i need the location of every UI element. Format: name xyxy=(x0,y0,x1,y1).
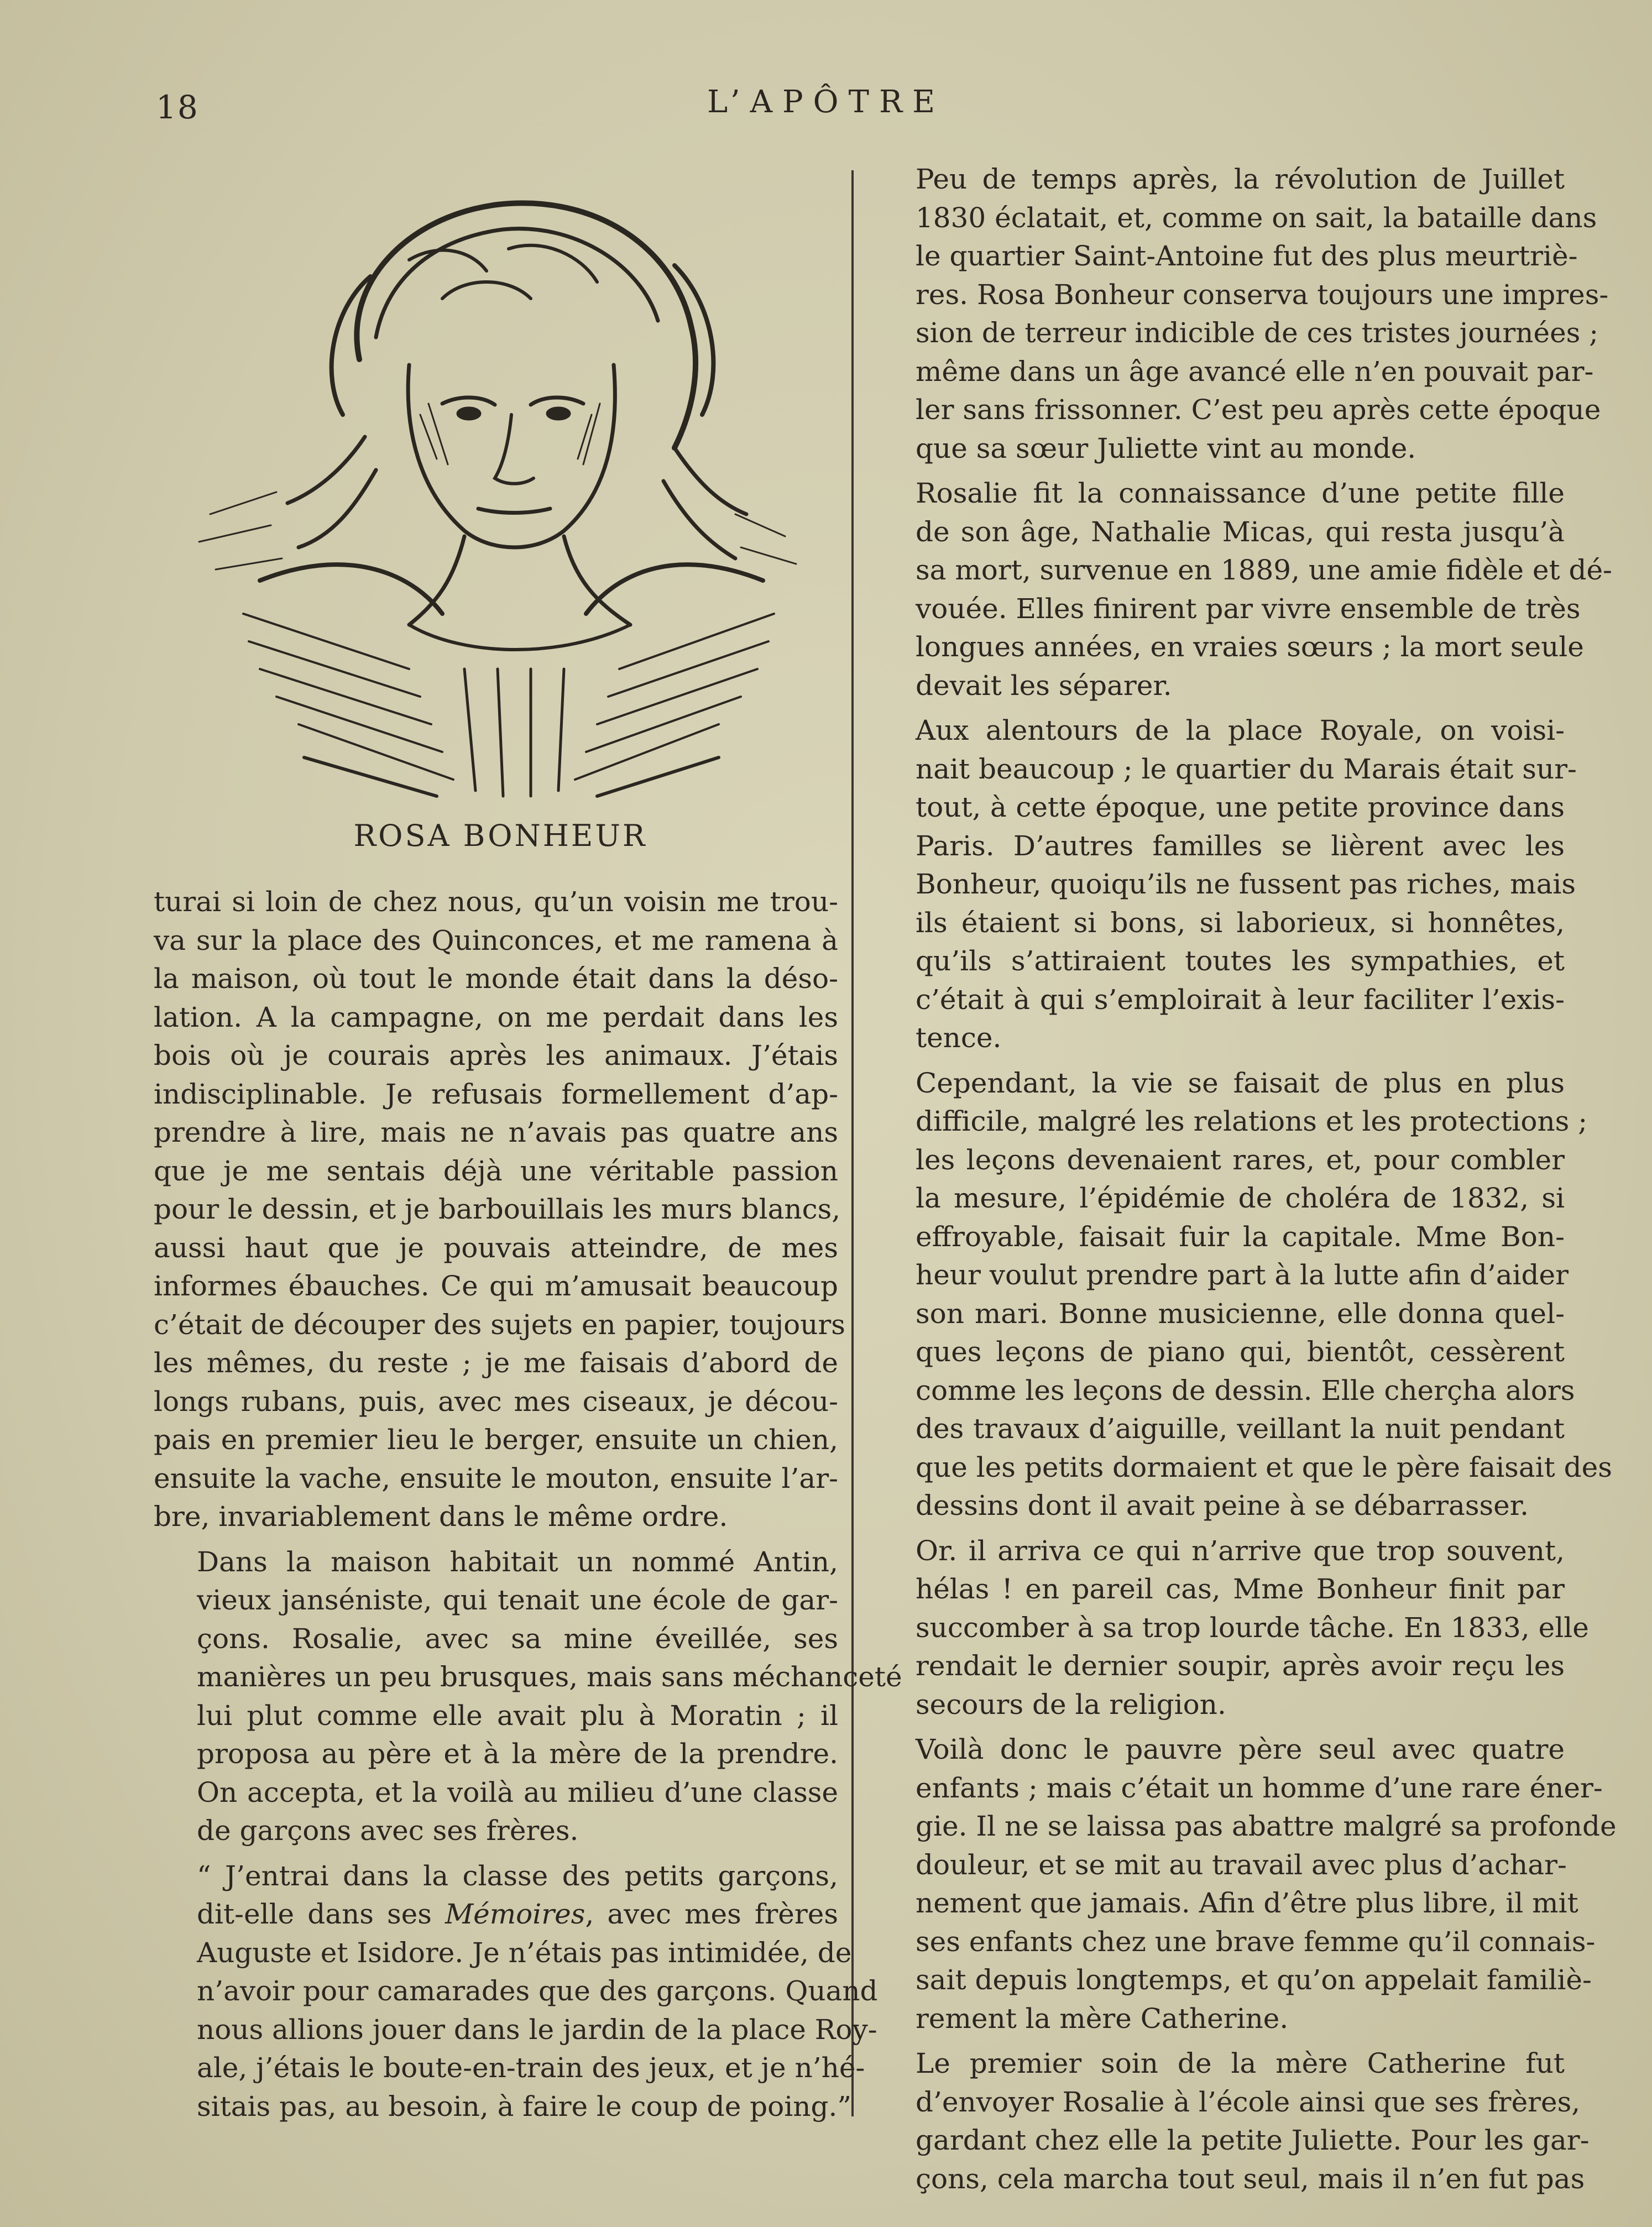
text-line: secours de la religion. xyxy=(916,1688,1226,1721)
text-line: proposa au père et à la mère de la prendre. xyxy=(197,1738,838,1770)
text-line: devait les séparer. xyxy=(916,669,1172,702)
text-line: Or. il arriva ce qui n’arrive que trop souvent, xyxy=(916,1534,1565,1567)
text-line: va sur la place des Quinconces, et me ramena à xyxy=(154,924,838,956)
paragraph xyxy=(872,712,1577,1058)
text-line: enfants ; mais c’était un homme d’une rare éner- xyxy=(916,1771,1603,1804)
text-line: sait depuis longtemps, et qu’on appelait familiè- xyxy=(916,1964,1592,1996)
text-line: aussi haut que je pouvais atteindre, de mes xyxy=(154,1231,838,1264)
text-line: douleur, et se mit au travail avec plus d’achar- xyxy=(916,1848,1567,1881)
text-line: Aux alentours de la place Royale, on voisi- xyxy=(916,714,1565,746)
text-line: çons, cela marcha tout seul, mais il n’en fut pas xyxy=(916,2162,1585,2195)
text-line: Bonheur, quoiqu’ils ne fussent pas riches, mais xyxy=(916,868,1576,900)
text-line: de garçons avec ses frères. xyxy=(197,1815,579,1847)
text-line: Cependant, la vie se faisait de plus en plus xyxy=(916,1067,1565,1099)
text-line: ses enfants chez une brave femme qu’il connais- xyxy=(916,1925,1596,1958)
text-line: lation. A la campagne, on me perdait dans les xyxy=(154,1001,838,1033)
paragraph xyxy=(872,1731,1617,2038)
text-line: c’était à qui s’emploirait à leur faciliter l’exis- xyxy=(916,983,1565,1016)
text-line: Paris. D’autres familles se lièrent avec les xyxy=(916,829,1565,862)
text-line: d’envoyer Rosalie à l’école ainsi que ses frères, xyxy=(916,2085,1581,2118)
text-line: ques leçons de piano qui, bientôt, cessèrent xyxy=(916,1336,1565,1368)
text-line: n’avoir pour camarades que des garçons. Quand xyxy=(197,1975,878,2007)
text-line: difficile, malgré les relations et les protections ; xyxy=(916,1105,1588,1137)
text-line: longues années, en vraies sœurs ; la mort seule xyxy=(916,631,1584,663)
text-line: Rosalie fit la connaissance d’une petite fille xyxy=(916,477,1565,509)
text-line: la maison, où tout le monde était dans la déso- xyxy=(154,963,838,995)
left-column xyxy=(154,883,902,2132)
text-line: nous allions jouer dans le jardin de la place Roy- xyxy=(197,2013,877,2046)
right-column xyxy=(872,160,1617,2205)
text-line: comme les leçons de dessin. Elle cherçha alors xyxy=(916,1374,1575,1407)
text-line: ale, j’étais le boute-en-train des jeux, et je n’hé- xyxy=(197,2052,865,2084)
text-line: des travaux d’aiguille, veillant la nuit pendant xyxy=(916,1413,1565,1445)
running-title: L’APÔTRE xyxy=(707,84,945,120)
text-line: On accepta, et la voilà au milieu d’une classe xyxy=(197,1776,838,1808)
text-line: c’était de découper des sujets en papier, toujours xyxy=(154,1308,845,1341)
text-line: même dans un âge avancé elle n’en pouvait par- xyxy=(916,355,1594,388)
text-line: gie. Il ne se laissa pas abattre malgré sa profonde xyxy=(916,1810,1617,1842)
text-line: nement que jamais. Afin d’être plus libre, il mit xyxy=(916,1887,1578,1919)
text-line: le quartier Saint-Antoine fut des plus meurtriè- xyxy=(916,240,1578,272)
italic-title: Mémoires xyxy=(445,1898,585,1930)
text-line: manières un peu brusques, mais sans méchanceté xyxy=(197,1661,902,1693)
text-line: ler sans frissonner. C’est peu après cette époque xyxy=(916,394,1601,426)
text-line: longs rubans, puis, avec mes ciseaux, je décou- xyxy=(154,1385,838,1418)
text-line: que sa sœur Juliette vint au monde. xyxy=(916,432,1416,464)
paragraph xyxy=(872,474,1612,705)
text-line: que je me sentais déjà une véritable passion xyxy=(154,1154,838,1187)
text-line: pour le dessin, et je barbouillais les murs blancs, xyxy=(154,1193,841,1225)
text-line: que les petits dormaient et que le père faisait des xyxy=(916,1451,1612,1483)
text-line: les leçons devenaient rares, et, pour combler xyxy=(916,1143,1565,1176)
figure-caption: ROSA BONHEUR xyxy=(353,818,647,853)
text-line: informes ébauches. Ce qui m’amusait beaucoup xyxy=(154,1270,838,1302)
column-divider xyxy=(851,170,854,2116)
text-line: succomber à sa trop lourde tâche. En 1833, elle xyxy=(916,1611,1589,1644)
text-line: dit-elle dans ses Mémoires, avec mes frères xyxy=(197,1898,838,1930)
page-number: 18 xyxy=(156,88,199,126)
text-line: 1830 éclatait, et, comme on sait, la bataille dans xyxy=(916,201,1597,234)
text-line: Dans la maison habitait un nommé Antin, xyxy=(197,1545,838,1578)
text-line: vieux janséniste, qui tenait une école de gar- xyxy=(197,1584,838,1616)
text-line: qu’ils s’attiraient toutes les sympathies, et xyxy=(916,945,1565,977)
text-line: lui plut comme elle avait plu à Moratin ; il xyxy=(197,1699,838,1732)
text-line: dessins dont il avait peine à se débarrasser. xyxy=(916,1489,1529,1522)
text-line: vouée. Elles finirent par vivre ensemble de très xyxy=(916,592,1581,625)
text-line: sitais pas, au besoin, à faire le coup de poing.” xyxy=(197,2090,851,2123)
paragraph xyxy=(872,1532,1589,1724)
paragraph xyxy=(872,2045,1590,2198)
text-line: turai si loin de chez nous, qu’un voisin me trou- xyxy=(154,886,838,918)
text-line: Auguste et Isidore. Je n’étais pas intimidée, de xyxy=(197,1936,852,1969)
paragraph xyxy=(872,160,1609,468)
paragraph xyxy=(872,1064,1612,1525)
portrait-engraving xyxy=(177,182,813,807)
text-line: tence. xyxy=(916,1022,1002,1054)
text-line: bois où je courais après les animaux. J’étais xyxy=(154,1039,838,1071)
text-line: de son âge, Nathalie Micas, qui resta jusqu’à xyxy=(916,515,1565,548)
text-line: rendait le dernier soupir, après avoir reçu les xyxy=(916,1650,1565,1682)
text-line: pais en premier lieu le berger, ensuite un chien, xyxy=(154,1424,838,1456)
text-line: prendre à lire, mais ne n’avais pas quatre ans xyxy=(154,1116,838,1148)
text-line: la mesure, l’épidémie de choléra de 1832, si xyxy=(916,1182,1565,1214)
paragraph xyxy=(154,1543,902,1850)
text-line: sa mort, survenue en 1889, une amie fidèle et dé- xyxy=(916,554,1612,586)
text-line: çons. Rosalie, avec sa mine éveillée, ses xyxy=(197,1622,838,1655)
text-line: gardant chez elle la petite Juliette. Pour les gar- xyxy=(916,2124,1590,2156)
text-line: ils étaient si bons, si laborieux, si honnêtes, xyxy=(916,906,1565,939)
text-line: rement la mère Catherine. xyxy=(916,2002,1289,2035)
text-line: Voilà donc le pauvre père seul avec quatre xyxy=(916,1733,1565,1765)
text-line: res. Rosa Bonheur conserva toujours une impres- xyxy=(916,278,1609,311)
text-line: effroyable, faisait fuir la capitale. Mme Bon- xyxy=(916,1220,1565,1253)
text-line: tout, à cette époque, une petite province dans xyxy=(916,791,1565,823)
text-line: les mêmes, du reste ; je me faisais d’abord de xyxy=(154,1347,838,1379)
text-line: nait beaucoup ; le quartier du Marais était sur- xyxy=(916,752,1577,785)
text-line: “ J’entrai dans la classe des petits garçons, xyxy=(197,1859,838,1892)
text-line: Peu de temps après, la révolution de Juillet xyxy=(916,163,1565,195)
text-line: heur voulut prendre part à la lutte afin d’aider xyxy=(916,1259,1569,1291)
text-line: ensuite la vache, ensuite le mouton, ensuite l’ar- xyxy=(154,1462,838,1494)
text-line: indisciplinable. Je refusais formellement d’ap- xyxy=(154,1078,838,1110)
text-line: bre, invariablement dans le même ordre. xyxy=(154,1501,728,1533)
text-line: hélas ! en pareil cas, Mme Bonheur finit par xyxy=(916,1573,1565,1605)
paragraph xyxy=(154,883,845,1536)
text-line: son mari. Bonne musicienne, elle donna quel- xyxy=(916,1297,1565,1330)
text-line: Le premier soin de la mère Catherine fut xyxy=(916,2047,1565,2079)
paragraph xyxy=(154,1857,878,2126)
text-line: sion de terreur indicible de ces tristes journées ; xyxy=(916,317,1599,349)
